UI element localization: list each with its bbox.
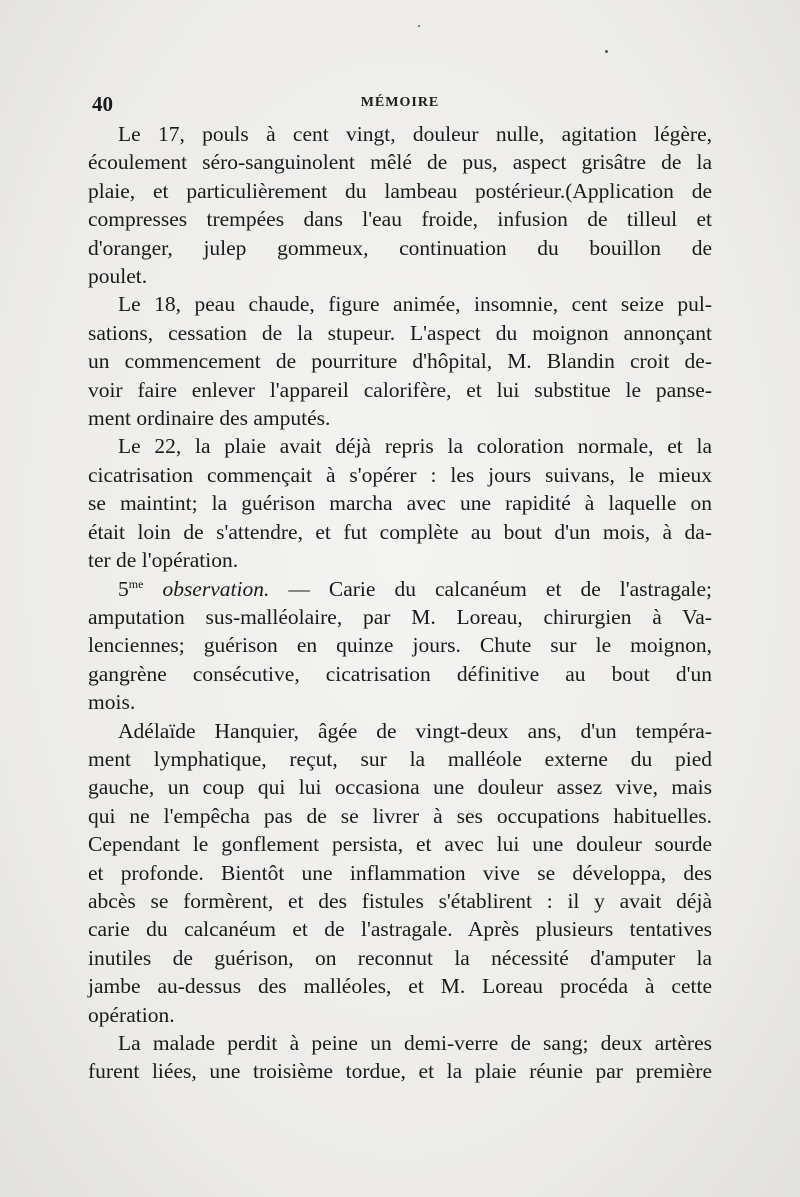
text-line: était loin de s'attendre, et fut complète au bout d'un mois, à da- — [88, 519, 712, 544]
observation-heading-line — [88, 575, 712, 603]
text-line: amputation sus-malléolaire, par M. Loreau, chirurgien à Va- — [88, 604, 712, 629]
text-line: Le 17, pouls à cent vingt, douleur nulle, agitation légère, — [118, 122, 712, 146]
page-header — [92, 92, 708, 116]
scan-speck — [418, 25, 420, 27]
observation-ordinal-suffix: me — [128, 576, 144, 591]
text-line: qui ne l'empêcha pas de se livrer à ses occupations habituelles. — [88, 803, 712, 828]
text-line: ment lymphatique, reçut, sur la malléole externe du pied — [88, 746, 712, 771]
text-line: cicatrisation commençait à s'opérer : les jours suivans, le mieux — [88, 462, 712, 487]
text-line: voir faire enlever l'appareil calorifère, et lui substitue le panse- — [88, 377, 712, 402]
text-line: La malade perdit à peine un demi-verre de sang; deux artères — [118, 1031, 712, 1055]
text-line: lenciennes; guérison en quinze jours. Chute sur le moignon, — [88, 633, 712, 658]
page-number: 40 — [92, 92, 113, 116]
text-line: Le 22, la plaie avait déjà repris la coloration normale, et la — [118, 434, 712, 459]
paragraph — [88, 1029, 712, 1086]
text-line: poulet. — [88, 264, 148, 289]
observation-number: 5 — [118, 576, 129, 601]
paragraph — [88, 120, 712, 290]
scan-speck — [605, 50, 608, 53]
text-line: ter de l'opération. — [88, 548, 239, 573]
text-line: ment ordinaire des amputés. — [88, 406, 331, 431]
text-line: carie du calcanéum et de l'astragale. Après plusieurs tentatives — [88, 917, 712, 942]
paragraph — [88, 717, 712, 1029]
text-line: mois. — [88, 690, 136, 715]
text-line: plaie, et particulièrement du lambeau postérieur.(Application de — [88, 178, 712, 203]
text-line: inutiles de guérison, on reconnut la nécessité d'amputer la — [88, 945, 712, 970]
observation-summary: Carie du calcanéum et de l'astragale; — [328, 576, 712, 601]
body-text — [88, 120, 712, 1086]
paragraph — [88, 432, 712, 574]
paragraph — [88, 290, 712, 432]
text-line: se maintint; la guérison marcha avec une rapidité à laquelle on — [88, 491, 712, 516]
text-line: Le 18, peau chaude, figure animée, insomnie, cent seize pul- — [118, 292, 712, 317]
observation-title: observation. — [143, 576, 270, 601]
text-line: abcès se formèrent, et des fistules s'établirent : il y avait déjà — [88, 888, 712, 913]
text-line: gangrène consécutive, cicatrisation définitive au bout d'un — [88, 661, 712, 686]
text-line: un commencement de pourriture d'hôpital, M. Blandin croit de- — [88, 349, 712, 374]
text-line: et profonde. Bientôt une inflammation vive se développa, des — [88, 860, 712, 885]
text-line: sations, cessation de la stupeur. L'aspect du moignon annonçant — [88, 320, 712, 345]
paragraph — [88, 575, 712, 717]
observation-dash: — — [269, 576, 329, 601]
running-title: MÉMOIRE — [360, 95, 440, 110]
text-line: Cependant le gonflement persista, et avec lui une douleur sourde — [88, 832, 712, 857]
text-line: d'oranger, julep gommeux, continuation du bouillon de — [88, 235, 712, 260]
text-line: compresses trempées dans l'eau froide, infusion de tilleul et — [88, 207, 712, 232]
text-line: furent liées, une troisième tordue, et la plaie réunie par première — [88, 1059, 712, 1084]
text-line: écoulement séro-sanguinolent mêlé de pus, aspect grisâtre de la — [88, 150, 712, 175]
text-line: Adélaïde Hanquier, âgée de vingt-deux ans, d'un tempéra- — [118, 718, 712, 743]
text-line: gauche, un coup qui lui occasiona une douleur assez vive, mais — [88, 775, 712, 800]
text-line: opération. — [88, 1002, 175, 1027]
text-line: jambe au-dessus des malléoles, et M. Loreau procéda à cette — [88, 974, 712, 999]
